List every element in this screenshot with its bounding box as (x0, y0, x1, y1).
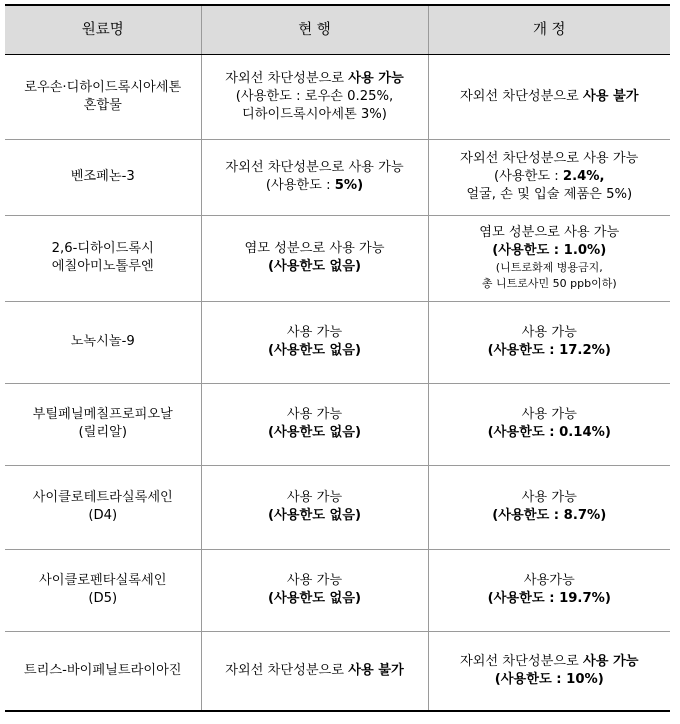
rule-text: 사용 불가 (582, 88, 639, 104)
revised-rule-cell (428, 139, 670, 215)
rule-text: (사용한도 : 10%) (494, 671, 604, 687)
rule-line (204, 88, 426, 106)
rule-text: (사용한도 : 1.0%) (492, 243, 607, 258)
rule-text: (사용한도 없음) (267, 425, 362, 440)
rule-text: 2.4%, (562, 169, 605, 184)
table-row (5, 215, 670, 301)
rule-text: 자외선 차단성분으로 사용 가능 (460, 151, 639, 166)
rule-text: 염모 성분으로 사용 가능 (244, 241, 385, 256)
revised-rule-cell (428, 549, 670, 631)
rule-text: 사용 가능 (521, 490, 577, 505)
current-rule-cell (201, 139, 428, 215)
rule-text: 얼굴, 손 및 입술 제품은 5%) (466, 187, 633, 202)
rule-line (204, 424, 426, 442)
rule-text: 사용 가능 (286, 490, 343, 505)
rule-text: 사용 가능 (521, 325, 577, 340)
regulation-table (5, 4, 670, 712)
rule-line (431, 653, 669, 671)
ingredient-name-line: 부틸페닐메칠프로피오날 (32, 407, 173, 422)
table-row (5, 301, 670, 383)
rule-line (204, 324, 426, 342)
rule-line (204, 507, 426, 525)
rule-line (431, 489, 669, 507)
table-header (5, 5, 670, 54)
rule-line (431, 260, 669, 276)
table-row (5, 549, 670, 631)
rule-text: (사용한도 : 17.2%) (487, 343, 611, 358)
current-rule-cell (201, 215, 428, 301)
rule-text: 사용 가능 (286, 325, 343, 340)
ingredient-name-line: (릴리알) (78, 425, 127, 440)
current-rule-cell (201, 465, 428, 549)
rule-text: (사용한도 없음) (267, 591, 362, 606)
rule-text: 5%) (334, 178, 364, 193)
revised-rule-cell (428, 465, 670, 549)
rule-text: 자외선 차단성분으로 (459, 88, 583, 104)
rule-line (204, 70, 426, 88)
ingredient-name-line: 2,6-디하이드록시 (51, 241, 154, 256)
ingredient-name-cell (5, 549, 201, 631)
revised-rule-cell (428, 301, 670, 383)
rule-line (204, 342, 426, 360)
ingredient-name-cell (5, 301, 201, 383)
rule-text: (사용한도 : 19.7%) (487, 591, 611, 606)
ingredient-name-line: (D4) (88, 508, 118, 523)
rule-text: 사용 가능 (286, 407, 343, 422)
ingredient-name-line: 트리스-바이페닐트라이아진 (23, 662, 182, 678)
rule-text: (사용한도 없음) (267, 508, 362, 523)
header-revised: 개 정 (428, 5, 670, 54)
rule-line (431, 168, 669, 186)
current-rule-cell (201, 549, 428, 631)
rule-text: (사용한도 : (265, 178, 335, 193)
rule-line (204, 572, 426, 590)
rule-text: (사용한도 : 0.14%) (487, 425, 611, 440)
header-row (5, 5, 670, 54)
ingredient-name-cell (5, 465, 201, 549)
ingredient-name-line: 혼합물 (83, 97, 122, 113)
revised-rule-cell (428, 54, 670, 139)
table-body (5, 54, 670, 711)
rule-text: 자외선 차단성분으로 (225, 70, 349, 86)
ingredient-name-line: 에칠아미노톨루엔 (51, 259, 154, 274)
rule-line (204, 258, 426, 276)
table-row (5, 383, 670, 465)
rule-line (431, 424, 669, 442)
current-rule-cell (201, 383, 428, 465)
ingredient-name-line: 노녹시놀-9 (70, 334, 135, 349)
rule-line (204, 406, 426, 424)
rule-text: (니트로화제 병용금지, (495, 261, 603, 274)
ingredient-name-line: (D5) (88, 591, 118, 606)
ingredient-name-cell (5, 139, 201, 215)
rule-line (204, 240, 426, 258)
rule-text: (사용한도 : 8.7%) (492, 508, 607, 523)
rule-line (204, 159, 426, 177)
rule-line (431, 324, 669, 342)
rule-line (431, 507, 669, 525)
rule-text: 사용 불가 (348, 662, 404, 678)
rule-line (431, 186, 669, 204)
rule-text: 사용가능 (523, 573, 575, 588)
ingredient-name-line: 로우손·디하이드록시아세톤 (24, 79, 182, 95)
rule-line (431, 671, 669, 689)
rule-line (431, 150, 669, 168)
ingredient-name-line: 벤조페논-3 (70, 169, 135, 184)
rule-text: 자외선 차단성분으로 (225, 662, 349, 678)
rule-text: 염모 성분으로 사용 가능 (479, 225, 620, 240)
ingredient-name-cell (5, 383, 201, 465)
rule-text: 총 니트로사민 50 ppb이하) (481, 277, 617, 290)
rule-line (431, 342, 669, 360)
rule-line (431, 572, 669, 590)
header-ingredient: 원료명 (5, 5, 201, 54)
rule-text: 사용 가능 (348, 70, 404, 86)
rule-text: 자외선 차단성분으로 (459, 653, 583, 669)
table-row (5, 465, 670, 549)
revised-rule-cell (428, 215, 670, 301)
current-rule-cell (201, 631, 428, 711)
table-row (5, 631, 670, 711)
ingredient-name-cell (5, 54, 201, 139)
rule-text: 사용 가능 (521, 407, 577, 422)
rule-line (204, 106, 426, 124)
rule-line (431, 224, 669, 242)
rule-line (431, 276, 669, 292)
rule-line (431, 242, 669, 260)
rule-text: (사용한도 : (493, 169, 563, 184)
table-row (5, 54, 670, 139)
rule-line (204, 177, 426, 195)
ingredient-name-line: 사이클로테트라실록세인 (32, 490, 173, 505)
rule-line (204, 489, 426, 507)
rule-line (431, 406, 669, 424)
rule-line (431, 590, 669, 608)
rule-text: 사용 가능 (582, 653, 639, 669)
ingredient-name-cell (5, 215, 201, 301)
rule-text: 디하이드록시아세톤 3%) (242, 106, 387, 122)
header-current: 현 행 (201, 5, 428, 54)
rule-line (431, 88, 669, 106)
ingredient-name-line: 사이클로펜타실록세인 (39, 573, 167, 588)
rule-text: (사용한도 : 로우손 0.25%, (235, 88, 394, 104)
rule-line (204, 590, 426, 608)
ingredient-name-cell (5, 631, 201, 711)
rule-text: 자외선 차단성분으로 사용 가능 (225, 160, 404, 175)
revised-rule-cell (428, 631, 670, 711)
table-row (5, 139, 670, 215)
rule-text: (사용한도 없음) (267, 343, 362, 358)
rule-line (204, 662, 426, 680)
rule-text: 사용 가능 (286, 573, 343, 588)
revised-rule-cell (428, 383, 670, 465)
rule-text: (사용한도 없음) (267, 259, 362, 274)
current-rule-cell (201, 301, 428, 383)
current-rule-cell (201, 54, 428, 139)
